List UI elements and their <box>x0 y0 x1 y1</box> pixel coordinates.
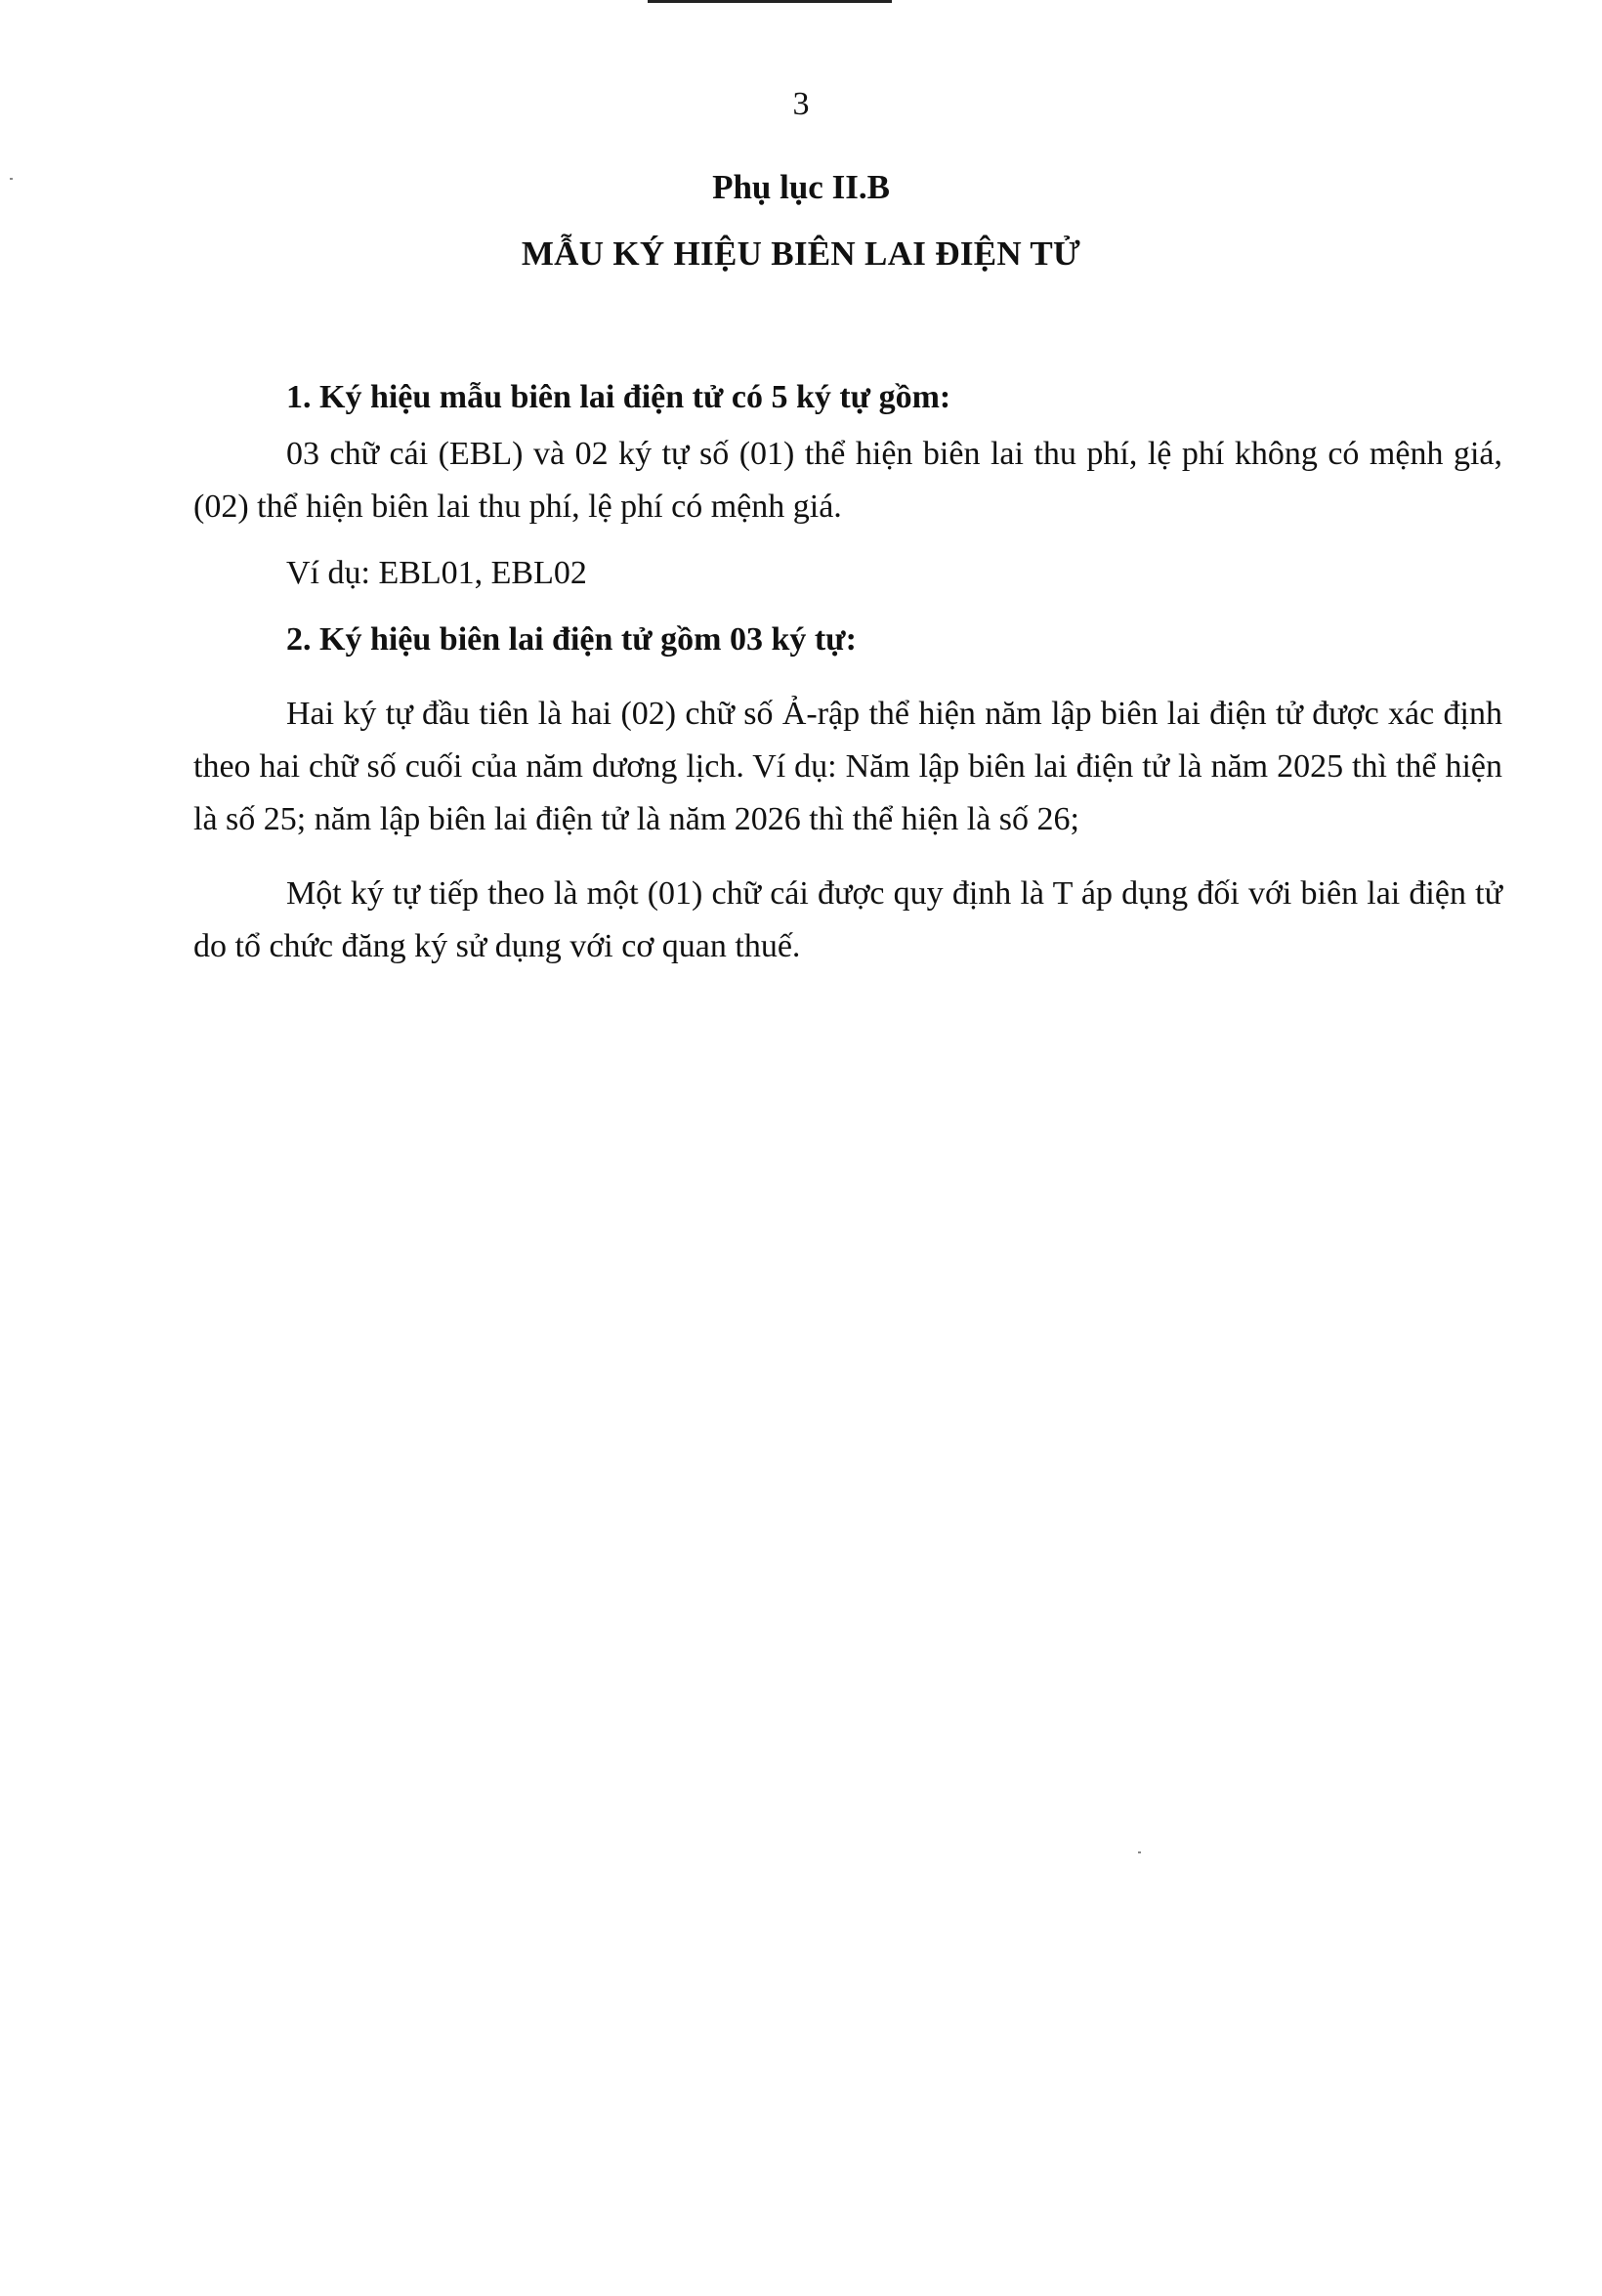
section-2-paragraph-2: Một ký tự tiếp theo là một (01) chữ cái được quy định là T áp dụng đối với biên lai điện tử do tổ chức đăng ký sử dụng với cơ quan thuế. <box>193 875 1502 964</box>
section-2-heading: 2. Ký hiệu biên lai điện tử gồm 03 ký tự: <box>286 621 857 658</box>
document-body <box>193 371 1502 973</box>
scan-speck <box>1138 1851 1141 1853</box>
scan-speck <box>10 178 13 180</box>
section-1-example: Ví dụ: EBL01, EBL02 <box>286 555 587 591</box>
appendix-title: Phụ lục II.B <box>712 168 890 206</box>
section-2-paragraph-1: Hai ký tự đầu tiên là hai (02) chữ số Ả-rập thể hiện năm lập biên lai điện tử được xác định theo hai chữ số cuối của năm dương lịch. Ví dụ: Năm lập biên lai điện tử là năm 2025 thì thể hiện là số 25; năm lập biên lai điện tử là năm 2026 thì thể hiện là số 26; <box>193 696 1502 837</box>
page-number: 3 <box>792 86 810 122</box>
top-border-rule <box>648 0 892 3</box>
section-1-paragraph: 03 chữ cái (EBL) và 02 ký tự số (01) thể hiện biên lai thu phí, lệ phí không có mệnh giá, (02) thể hiện biên lai thu phí, lệ phí có mệnh giá. <box>193 436 1502 525</box>
document-title: MẪU KÝ HIỆU BIÊN LAI ĐIỆN TỬ <box>521 234 1081 273</box>
section-1-heading: 1. Ký hiệu mẫu biên lai điện tử có 5 ký tự gồm: <box>286 379 951 415</box>
